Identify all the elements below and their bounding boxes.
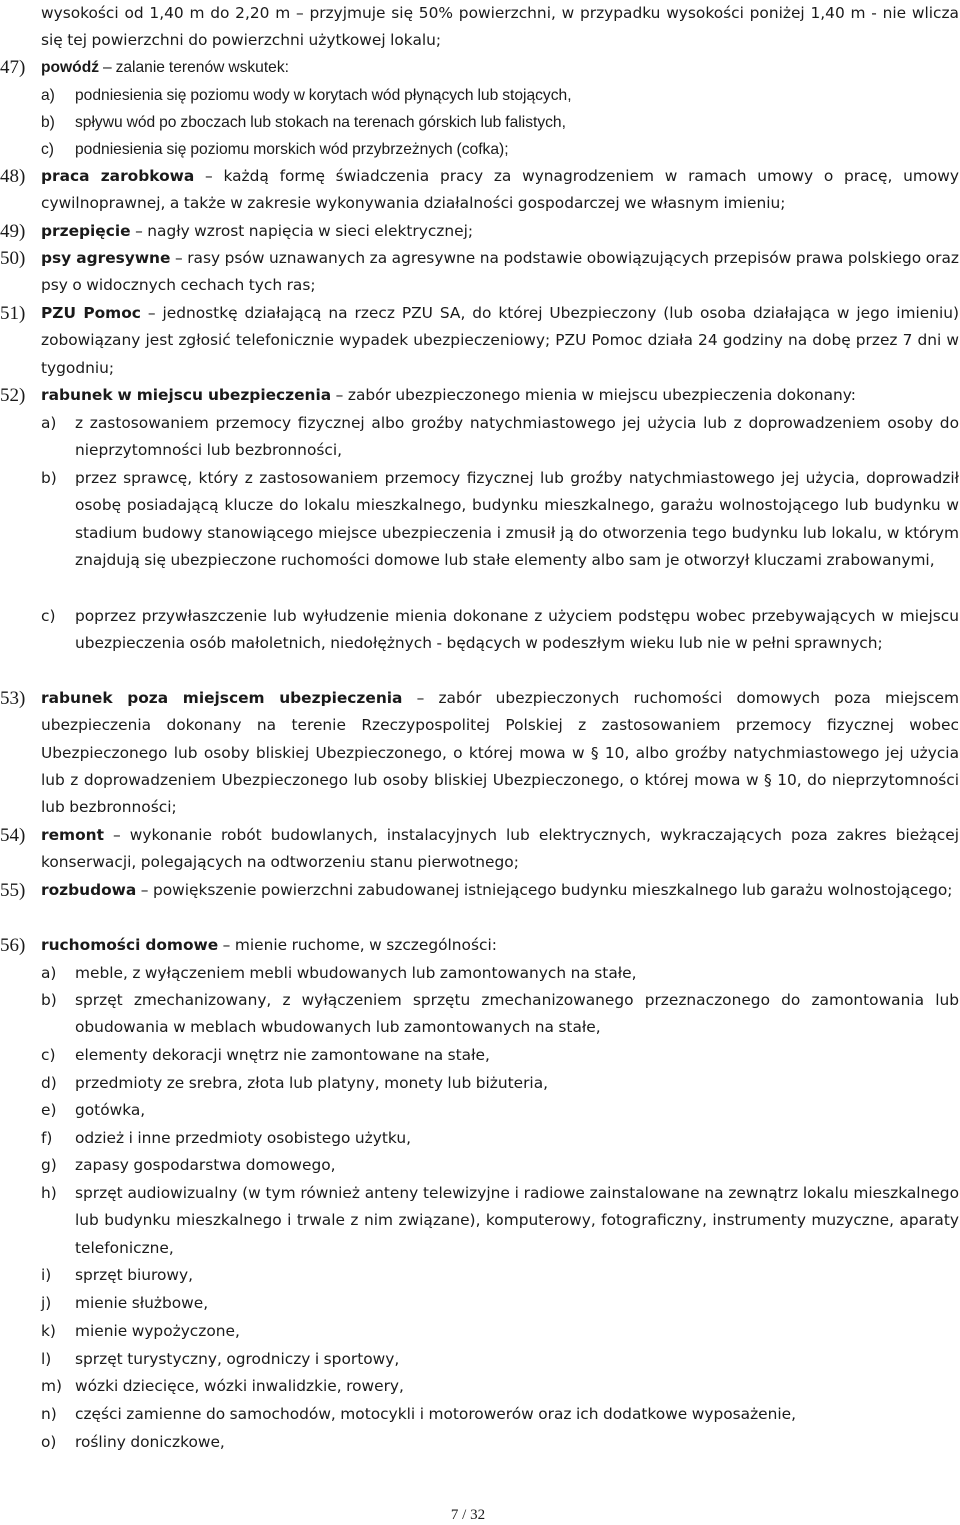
definition-term: remont — [41, 826, 104, 844]
list-item-text: meble, z wyłączeniem mebli wbudowanych lub zamontowanych na stałe, — [75, 964, 637, 982]
definition-body — [41, 163, 959, 218]
list-item-text: wózki dziecięce, wózki inwalidzkie, rowery, — [75, 1377, 404, 1395]
list-item-label: n) — [41, 1405, 57, 1423]
definition-body — [41, 54, 959, 81]
list-item-text: przez sprawcę, który z zastosowaniem przemocy fizycznej lub groźby natychmiastowego jej użycia, doprowadził osobę posiadającą klucze do lokalu mieszkalnego, budynku mieszkalnego, garażu wolnostojącego lub budynku w stadium budowy stanowiącego miejsce ubezpieczenia i zmusił ją do otworzenia tego budynku lub lokalu, w którym znajdują się ubezpieczone ruchomości domowe lub stałe elementy albo sam je otworzył kluczami zrabowanymi, — [75, 469, 959, 569]
list-item-text: elementy dekoracji wnętrz nie zamontowane na stałe, — [75, 1046, 490, 1064]
definition-number: 51) — [0, 303, 26, 324]
definition-text: – jednostkę działającą na rzecz PZU SA, do której Ubezpieczony (lub osoba działająca w jego imieniu) zobowiązany jest zgłosić telefonicznie wypadek ubezpieczeniowy; PZU Pomoc działa 24 godziny na dobę przez 7 dni w tygodniu; — [41, 304, 960, 377]
definition-text: – zalanie terenów wskutek: — [99, 59, 289, 76]
definition-term: PZU Pomoc — [41, 304, 141, 322]
list-item-text: sprzęt zmechanizowany, z wyłączeniem sprzętu zmechanizowanego przeznaczonego do zamontowania lub obudowania w meblach wbudowanych lub zamontowanych na stałe, — [75, 991, 959, 1037]
definition-number: 49) — [0, 221, 26, 242]
list-item-text: sprzęt turystyczny, ogrodniczy i sportowy, — [75, 1350, 400, 1368]
definition-text: – nagły wzrost napięcia w sieci elektrycznej; — [130, 222, 474, 240]
definition-term: powódź — [41, 59, 100, 76]
definition-text: – mienie ruchome, w szczególności: — [218, 936, 497, 954]
definition-body — [41, 877, 959, 904]
list-item-text: rośliny doniczkowe, — [75, 1433, 225, 1451]
definition-term: psy agresywne — [41, 249, 171, 267]
list-item-text: części zamienne do samochodów, motocykli i motorowerów oraz ich dodatkowe wyposażenie, — [75, 1405, 797, 1423]
list-item-label: j) — [41, 1294, 52, 1312]
definition-text: – wykonanie robót budowlanych, instalacyjnych lub elektrycznych, wykraczających poza zakres bieżącej konserwacji, polegających na odtworzeniu stanu pierwotnego; — [41, 826, 959, 872]
list-item-label: e) — [41, 1101, 57, 1119]
list-item-text: podniesienia się poziomu morskich wód przybrzeżnych (cofka); — [75, 141, 509, 158]
list-item-label: l) — [41, 1350, 52, 1368]
list-item-text: spływu wód po zboczach lub stokach na terenach górskich lub falistych, — [75, 114, 566, 131]
definition-number: 50) — [0, 248, 26, 269]
definition-text: – zabór ubezpieczonych ruchomości domowych poza miejscem ubezpieczenia dokonany na terenie Rzeczypospolitej Polskiej z zastosowaniem przemocy fizycznej wobec Ubezpieczonego lub osoby bliskiej Ubezpieczonego, o której mowa w § 10, albo groźby natychmiastowego jej użycia lub z doprowadzeniem Ubezpieczonego lub osoby bliskiej Ubezpieczonego, o której mowa w § 10, do nieprzytomności lub bezbronności; — [41, 689, 959, 817]
page-number: 7 / 32 — [450, 1507, 486, 1523]
list-item-text: przedmioty ze srebra, złota lub platyny, monety lub biżuteria, — [75, 1074, 549, 1092]
definition-text: – każdą formę świadczenia pracy za wynagrodzeniem w ramach umowy o pracę, umowy cywilnoprawnej, a także w zakresie wykonywania działalności gospodarczej we własnym imieniu; — [41, 167, 959, 213]
definition-text: – zabór ubezpieczonego mienia w miejscu ubezpieczenia dokonany: — [331, 386, 856, 404]
list-item-text: mienie służbowe, — [75, 1294, 209, 1312]
definition-body — [41, 218, 959, 245]
definition-number: 48) — [0, 166, 26, 187]
list-item-label: i) — [41, 1266, 52, 1284]
continuation-paragraph: wysokości od 1,40 m do 2,20 m – przyjmuje się 50% powierzchni, w przypadku wysokości poniżej 1,40 m - nie wlicza się tej powierzchni do powierzchni użytkowej lokalu; — [41, 4, 959, 50]
list-item-text: odzież i inne przedmioty osobistego użytku, — [75, 1129, 411, 1147]
list-item-label: k) — [41, 1322, 56, 1340]
list-item-label: a) — [41, 964, 57, 982]
definition-term: rabunek w miejscu ubezpieczenia — [41, 386, 332, 404]
definition-body — [41, 822, 959, 877]
definition-number: 56) — [0, 935, 26, 956]
definition-number: 54) — [0, 825, 26, 846]
list-item-text: poprzez przywłaszczenie lub wyłudzenie mienia dokonane z użyciem podstępu wobec przebywających w miejscu ubezpieczenia osób małoletnich, niedołężnych - będących w podeszłym wieku lub nie w pełni sprawnych; — [75, 607, 959, 653]
definition-body — [41, 300, 959, 382]
list-item-text: sprzęt audiowizualny (w tym również anteny telewizyjne i radiowe zainstalowane na zewnątrz lokalu mieszkalnego lub budynku mieszkalnego i trwale z nim związane), komputerowy, fotograficzny, instrumenty muzyczne, aparaty telefoniczne, — [75, 1184, 959, 1257]
list-item-label: c) — [41, 141, 54, 158]
definition-body — [41, 932, 959, 959]
definition-term: rabunek poza miejscem ubezpieczenia — [41, 689, 403, 707]
definition-body — [41, 245, 959, 300]
definition-number: 53) — [0, 688, 26, 709]
list-item-label: h) — [41, 1184, 57, 1202]
definition-term: rozbudowa — [41, 881, 137, 899]
list-item-label: c) — [41, 607, 56, 625]
list-item-label: a) — [41, 414, 57, 432]
list-item-label: m) — [41, 1377, 62, 1395]
definition-term: przepięcie — [41, 222, 131, 240]
list-item-label: b) — [41, 991, 57, 1009]
list-item-text: mienie wypożyczone, — [75, 1322, 240, 1340]
definition-term: ruchomości domowe — [41, 936, 219, 954]
list-item-label: f) — [41, 1129, 53, 1147]
definition-term: praca zarobkowa — [41, 167, 195, 185]
list-item-label: b) — [41, 114, 55, 131]
definition-body — [41, 382, 959, 409]
definition-text: – powiększenie powierzchni zabudowanej istniejącego budynku mieszkalnego lub garażu wolnostojącego; — [136, 881, 953, 899]
list-item-label: c) — [41, 1046, 56, 1064]
list-item-label: o) — [41, 1433, 57, 1451]
list-item-text: z zastosowaniem przemocy fizycznej albo groźby natychmiastowego jej użycia lub z doprowadzeniem osoby do nieprzytomności lub bezbronności, — [75, 414, 959, 460]
definition-number: 52) — [0, 385, 26, 406]
definition-body — [41, 685, 959, 821]
list-item-text: zapasy gospodarstwa domowego, — [75, 1156, 336, 1174]
list-item-text: gotówka, — [75, 1101, 146, 1119]
list-item-text: podniesienia się poziomu wody w korytach wód płynących lub stojących, — [75, 87, 572, 104]
definition-text: – rasy psów uznawanych za agresywne na podstawie obowiązujących przepisów prawa polskiego oraz psy o widocznych cechach tych ras; — [41, 249, 960, 295]
list-item-label: d) — [41, 1074, 57, 1092]
list-item-label: g) — [41, 1156, 57, 1174]
definition-number: 55) — [0, 880, 26, 901]
list-item-label: b) — [41, 469, 57, 487]
list-item-label: a) — [41, 87, 55, 104]
definition-number: 47) — [0, 57, 26, 78]
list-item-text: sprzęt biurowy, — [75, 1266, 193, 1284]
